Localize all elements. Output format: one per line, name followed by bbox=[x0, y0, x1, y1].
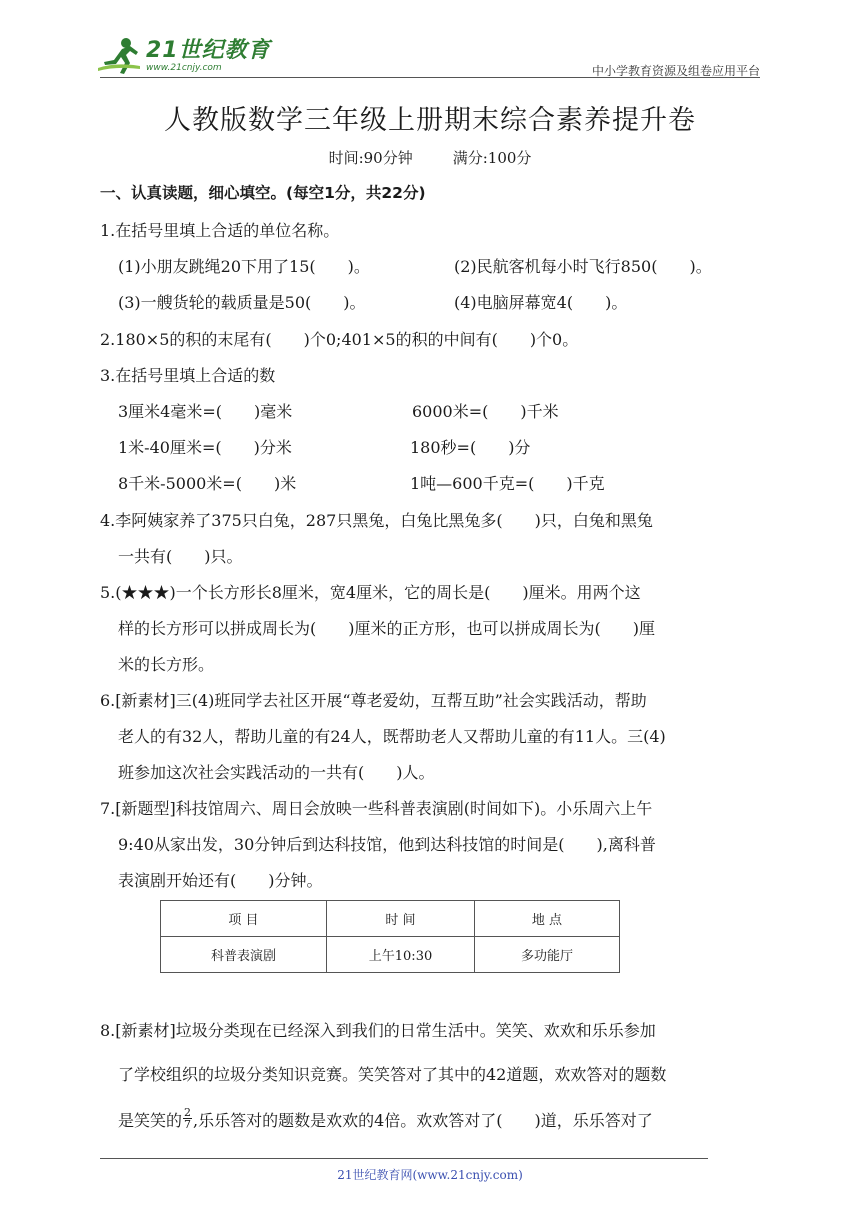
footer-divider bbox=[100, 1158, 708, 1159]
question-8-line-3 bbox=[118, 1108, 653, 1133]
question-1-b: (2)民航客机每小时飞行850( )。 bbox=[454, 257, 712, 276]
question-3-stem: 3.在括号里填上合适的数 bbox=[100, 366, 276, 385]
question-1-d: (4)电脑屏幕宽4( )。 bbox=[454, 293, 628, 312]
question-6-line-1: 6.[新素材]三(4)班同学去社区开展“尊老爱幼，互帮互助”社会实践活动，帮助 bbox=[100, 691, 647, 710]
platform-label: 中小学教育资源及组卷应用平台 bbox=[591, 64, 760, 78]
table-header-cell: 时 间 bbox=[327, 901, 475, 937]
question-8-line-1: 8.[新素材]垃圾分类现在已经深入到我们的日常生活中。笑笑、欢欢和乐乐参加 bbox=[100, 1021, 656, 1040]
table-header-row bbox=[161, 901, 620, 937]
logo-url: www.21cnjy.com bbox=[146, 63, 222, 73]
question-5-line-2: 样的长方形可以拼成周长为( )厘米的正方形，也可以拼成周长为( )厘 bbox=[118, 619, 655, 638]
question-4-line-1: 4.李阿姨家养了375只白兔，287只黑兔，白兔比黑兔多( )只，白兔和黑兔 bbox=[100, 511, 653, 530]
question-6-line-2: 老人的有32人，帮助儿童的有24人，既帮助老人又帮助儿童的有11人。三(4) bbox=[118, 727, 666, 746]
question-5-line-1: 5.(★★★)一个长方形长8厘米，宽4厘米，它的周长是( )厘米。用两个这 bbox=[100, 583, 641, 602]
question-1-a: (1)小朋友跳绳20下用了15( )。 bbox=[118, 257, 370, 276]
schedule-table bbox=[160, 900, 620, 973]
page-title: 人教版数学三年级上册期末综合素养提升卷 bbox=[164, 105, 696, 136]
runner-logo-icon bbox=[96, 36, 142, 76]
table-header-cell: 地 点 bbox=[475, 901, 620, 937]
table-cell: 上午10:30 bbox=[327, 937, 475, 973]
question-4-line-2: 一共有( )只。 bbox=[118, 547, 243, 566]
fraction bbox=[183, 1107, 192, 1130]
exam-info bbox=[0, 147, 860, 168]
question-7-line-1: 7.[新题型]科技馆周六、周日会放映一些科普表演剧(时间如下)。小乐周六上午 bbox=[100, 799, 653, 818]
question-3-r1a: 3厘米4毫米=( )毫米 bbox=[118, 402, 293, 421]
logo bbox=[96, 34, 271, 78]
question-1-stem: 1.在括号里填上合适的单位名称。 bbox=[100, 221, 340, 240]
question-8-line-2: 了学校组织的垃圾分类知识竞赛。笑笑答对了其中的42道题，欢欢答对的题数 bbox=[118, 1065, 667, 1084]
question-7-line-2: 9:40从家出发，30分钟后到达科技馆，他到达科技馆的时间是( ),离科普 bbox=[118, 835, 656, 854]
question-3-r2b: 180秒=( )分 bbox=[410, 438, 531, 457]
exam-score: 满分:100分 bbox=[452, 149, 532, 167]
question-3-r3a: 8千米-5000米=( )米 bbox=[118, 474, 297, 493]
question-3-r3b: 1吨—600千克=( )千克 bbox=[410, 474, 605, 493]
question-5-line-3: 米的长方形。 bbox=[118, 655, 215, 674]
question-1-c: (3)一艘货轮的载质量是50( )。 bbox=[118, 293, 366, 312]
table-header-cell: 项 目 bbox=[161, 901, 327, 937]
fraction-numerator: 2 bbox=[184, 1106, 192, 1119]
table-cell: 多功能厅 bbox=[475, 937, 620, 973]
question-7-line-3: 表演剧开始还有( )分钟。 bbox=[118, 871, 323, 890]
footer-text: 21世纪教育网(www.21cnjy.com) bbox=[337, 1168, 523, 1182]
question-8-line-3-prefix: 是笑笑的 bbox=[118, 1111, 183, 1130]
question-6-line-3: 班参加这次社会实践活动的一共有( )人。 bbox=[118, 763, 435, 782]
question-2: 2.180×5的积的末尾有( )个0;401×5的积的中间有( )个0。 bbox=[100, 330, 579, 349]
exam-time: 时间:90分钟 bbox=[328, 149, 413, 167]
table-row bbox=[161, 937, 620, 973]
logo-title: 21世纪教育 bbox=[146, 38, 271, 63]
fraction-denominator: 7 bbox=[184, 1118, 192, 1131]
section-heading: 一、认真读题，细心填空。(每空1分，共22分) bbox=[100, 184, 426, 202]
question-3-r1b: 6000米=( )千米 bbox=[412, 402, 559, 421]
header-divider bbox=[100, 77, 760, 78]
table-cell: 科普表演剧 bbox=[161, 937, 327, 973]
question-3-r2a: 1米-40厘米=( )分米 bbox=[118, 438, 292, 457]
page-header bbox=[96, 34, 760, 78]
question-8-line-3-suffix: ,乐乐答对的题数是欢欢的4倍。欢欢答对了( )道，乐乐答对了 bbox=[193, 1111, 653, 1130]
